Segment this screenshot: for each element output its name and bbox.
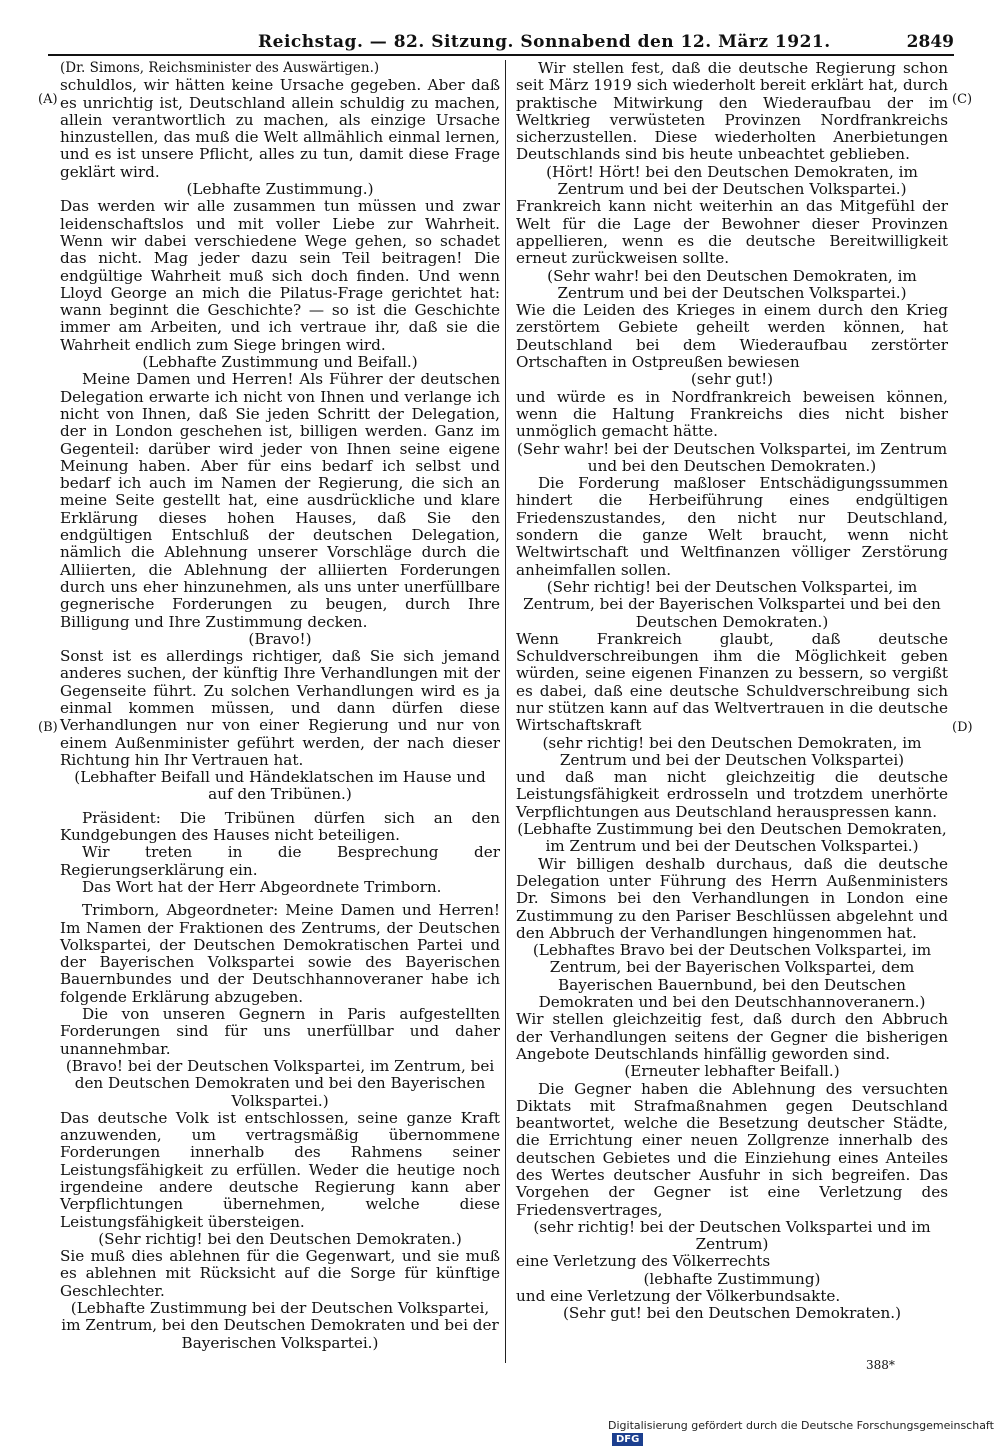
paragraph: Wie die Leiden des Krieges in einem durch den Krieg zerstörtem Gebiete geheilt werden können, hat Deutschland bei dem Wiederaufbau zerstörter Ortschaften in Ostpreußen bewiesen [516, 301, 948, 372]
interjection: (Sehr gut! bei den Deutschen Demokraten.) [562, 1304, 902, 1323]
interjection: (Sehr wahr! bei der Deutschen Volkspartei, im Zentrum und bei den Deutschen Demokraten.) [516, 439, 948, 475]
paragraph: Das werden wir alle zusammen tun müssen und zwar leidenschaftslos und mit voller Liebe zur Wahrheit. Wenn wir dabei verschiedene Wege gehen, so schadet das nicht. Mag jeder dazu sein Teil beitragen! Die endgültige Wahrheit muß sich doch finden. Und wenn Lloyd George an mich die Pilatus-Frage gerichtet hat: wann beginnt die Geschichte? — so ist die Geschichte immer am Arbeiten, und ich vertraue ihr, daß sie die Wahrheit endlich zum Siege bringen wird. [60, 197, 500, 354]
interjection: (Sehr richtig! bei den Deutschen Demokraten.) [98, 1229, 462, 1248]
column-divider [505, 60, 506, 1363]
interjection: (Bravo! bei der Deutschen Volkspartei, im Zentrum, bei den Deutschen Demokraten und bei den Bayerischen Volkspartei.) [65, 1056, 495, 1110]
paragraph: Präsident: Die Tribünen dürfen sich an den Kundgebungen des Hauses nicht beteiligen. [60, 808, 500, 845]
margin-marker-d: (D) [952, 720, 973, 735]
dfg-logo: DFG [612, 1433, 643, 1446]
paragraph: Die Forderung maßloser Entschädigungssummen hindert die Herbeiführung eines endgültigen Friedenszustandes, den nicht nur Deutschland, sondern die ganze Welt braucht, wenn nicht Weltwirtschaft und Weltfinanzen völliger Zerstörung anheimfallen sollen. [516, 474, 948, 579]
left-column [60, 60, 500, 1352]
interjection: (sehr richtig! bei den Deutschen Demokraten, im Zentrum und bei der Deutschen Volkspartei) [542, 733, 922, 769]
footer-credit: Digitalisierung gefördert durch die Deutsche Forschungsgemeinschaft [608, 1419, 994, 1432]
paragraph: Frankreich kann nicht weiterhin an das Mitgefühl der Welt für die Lage der Bewohner dieser Provinzen appellieren, wenn es die deutsche Bereitwilligkeit erneut zurückweisen sollte. [516, 197, 948, 268]
paragraph: Die Gegner haben die Ablehnung des versuchten Diktats mit Strafmaßnahmen gegen Deutschland beantwortet, welche die Besetzung deutscher Städte, die Errichtung einer neuen Zollgrenze innerhalb des deutschen Gebietes und die Einziehung eines Anteiles des Wertes deutscher Ausfuhr in sich begreifen. Das Vorgehen der Gegner ist eine Verletzung des Friedensvertrages, [516, 1079, 948, 1219]
paragraph: Sonst ist es allerdings richtiger, daß Sie sich jemand anderes suchen, der künftig Ihre Verhandlungen mit der Gegenseite führt. Zu solchen Verhandlungen wird es ja einmal kommen müssen, und dann dürfen diese Verhandlungen nur von einer Regierung und nur von einem Außenminister geführt werden, der nach dieser Richtung hin Ihr Vertrauen hat. [60, 647, 500, 769]
paragraph: und eine Verletzung der Völkerbundsakte. [516, 1287, 841, 1306]
interjection: (Lebhafte Zustimmung und Beifall.) [142, 353, 418, 372]
page-header [48, 30, 954, 56]
margin-marker-b: (B) [38, 720, 58, 735]
interjection: (Lebhaftes Bravo bei der Deutschen Volkspartei, im Zentrum, bei der Bayerischen Volkspartei, dem Bayerischen Bauernbund, bei den Deutschen Demokraten und bei den Deutschhannoveranern.) [532, 941, 932, 1012]
page-number: 2849 [906, 32, 954, 52]
signature-mark: 388* [866, 1358, 895, 1372]
paragraph: Das Wort hat der Herr Abgeordnete Trimborn. [82, 877, 442, 896]
speaker-note: (Dr. Simons, Reichsminister des Auswärtigen.) [60, 60, 380, 76]
paragraph: eine Verletzung des Völkerrechts [516, 1252, 771, 1271]
paragraph: Wir billigen deshalb durchaus, daß die deutsche Delegation unter Führung des Herrn Außenministers Dr. Simons bei den Verhandlungen in London eine Zustimmung zu den Pariser Beschlüssen abgelehnt und den Abbruch der Verhandlungen hingenommen hat. [516, 854, 948, 942]
paragraph: Wir treten in die Besprechung der Regierungserklärung ein. [60, 843, 500, 879]
page-footer [608, 1419, 1000, 1446]
margin-marker-c: (C) [952, 92, 973, 107]
interjection: (Lebhafte Zustimmung bei den Deutschen Demokraten, im Zentrum und bei der Deutschen Volkspartei.) [517, 820, 947, 856]
interjection: (Lebhafte Zustimmung bei der Deutschen Volkspartei, im Zentrum, bei den Deutschen Demokraten und bei der Bayerischen Volkspartei.) [61, 1299, 499, 1352]
margin-marker-a: (A) [38, 92, 58, 107]
paragraph: Sie muß dies ablehnen für die Gegenwart, und sie muß es ablehnen mit Rücksicht auf die Sorge für künftige Geschlechter. [60, 1247, 500, 1300]
paragraph: und würde es in Nordfrankreich beweisen können, wenn die Haltung Frankreichs dies nicht bisher unmöglich gemacht hätte. [516, 387, 948, 441]
paragraph: Wir stellen fest, daß die deutsche Regierung schon seit März 1919 sich wiederholt bereit erklärt hat, durch praktische Mitwirkung den Wiederaufbau der im Weltkrieg verwüsteten Provinzen Nordfrankreichs sicherzustellen. Diese wiederholten Anerbietungen Deutschlands sind bis heute unbeachtet geblieben. [516, 59, 948, 164]
interjection: (sehr richtig! bei der Deutschen Volkspartei und im Zentrum) [533, 1217, 931, 1254]
interjection: (lebhafte Zustimmung) [643, 1269, 821, 1288]
interjection: (Lebhafte Zustimmung.) [186, 180, 374, 199]
right-column [516, 60, 948, 1323]
running-title: Reichstag. — 82. Sitzung. Sonnabend den 12. März 1921. [258, 32, 831, 52]
paragraph: und daß man nicht gleichzeitig die deutsche Leistungsfähigkeit erdrosseln und trotzdem unerhörte Verpflichtungen aus Deutschland herauspressen kann. [516, 768, 948, 821]
paragraph: schuldlos, wir hätten keine Ursache gegeben. Aber daß es unrichtig ist, Deutschland allein schuldig zu machen, allein verantwortlich zu machen, als einzige Ursache hinzustellen, das muß die Welt allmählich einmal lernen, und es ist unsere Pflicht, alles zu tun, damit diese Frage geklärt wird. [60, 76, 500, 181]
paragraph: Wir stellen gleichzeitig fest, daß durch den Abbruch der Verhandlungen seitens der Gegner die bisherigen Angebote Deutschlands hinfällig geworden sind. [516, 1010, 948, 1063]
paragraph: Das deutsche Volk ist entschlossen, seine ganze Kraft anzuwenden, um vertragsmäßig übernommene Forderungen innerhalb des Rahmens seiner Leistungsfähigkeit zu erfüllen. Weder die heutige noch irgendeine andere deutsche Regierung kann aber Verpflichtungen übernehmen, welche diese Leistungsfähigkeit übersteigen. [60, 1108, 500, 1231]
interjection: (Lebhafter Beifall und Händeklatschen im Hause und auf den Tribünen.) [74, 768, 486, 804]
interjection: (Hört! Hört! bei den Deutschen Demokraten, im Zentrum und bei der Deutschen Volkspartei.) [546, 162, 918, 199]
interjection: (sehr gut!) [690, 370, 774, 389]
paragraph: Meine Damen und Herren! Als Führer der deutschen Delegation erwarte ich nicht von Ihnen und verlange ich nicht von Ihnen, daß Sie jeden Schritt der Delegation, der in London geschehen ist, billigen werden. Ganz im Gegenteil: darüber wird jeder von Ihnen seine eigene Meinung haben. Aber für eins bedarf ich selbst und bedarf ich auch im Namen der Regierung, die sich an meine Seite gestellt hat, eine ausdrückliche und klare Erklärung dieses hohen Hauses, daß Sie den endgültigen Entschluß der deutschen Delegation, nämlich die Ablehnung unserer Vorschläge durch die Alliierten, die Ablehnung der alliierten Forderungen durch uns eher hinzunehmen, als uns unter unerfüllbare gegnerische Forderungen zu beugen, durch Ihre Billigung und Ihre Zustimmung decken. [60, 370, 500, 631]
interjection: (Bravo!) [248, 629, 312, 648]
interjection: (Erneuter lebhafter Beifall.) [624, 1062, 840, 1081]
interjection: (Sehr richtig! bei der Deutschen Volkspartei, im Zentrum, bei der Bayerischen Volkspartei und bei den Deutschen Demokraten.) [523, 577, 941, 631]
paragraph: Die von unseren Gegnern in Paris aufgestellten Forderungen sind für uns unerfüllbar und daher unannehmbar. [60, 1005, 500, 1058]
paragraph: Wenn Frankreich glaubt, daß deutsche Schuldverschreibungen ihm die Möglichkeit geben würden, seine eigenen Finanzen zu bessern, so vergißt es dabei, daß eine deutsche Schuldverschreibung sich nur stützen kann auf das Weltvertrauen in die deutsche Wirtschaftskraft [516, 629, 948, 735]
paragraph: Trimborn, Abgeordneter: Meine Damen und Herren! Im Namen der Fraktionen des Zentrums, der Deutschen Volkspartei, der Deutschen Demokratischen Partei und der Bayerischen Volkspartei sowie des Bayerischen Bauernbundes und der Deutschhannoveraner habe ich folgende Erklärung abzugeben. [60, 901, 500, 1006]
interjection: (Sehr wahr! bei den Deutschen Demokraten, im Zentrum und bei der Deutschen Volkspartei.) [547, 266, 917, 302]
